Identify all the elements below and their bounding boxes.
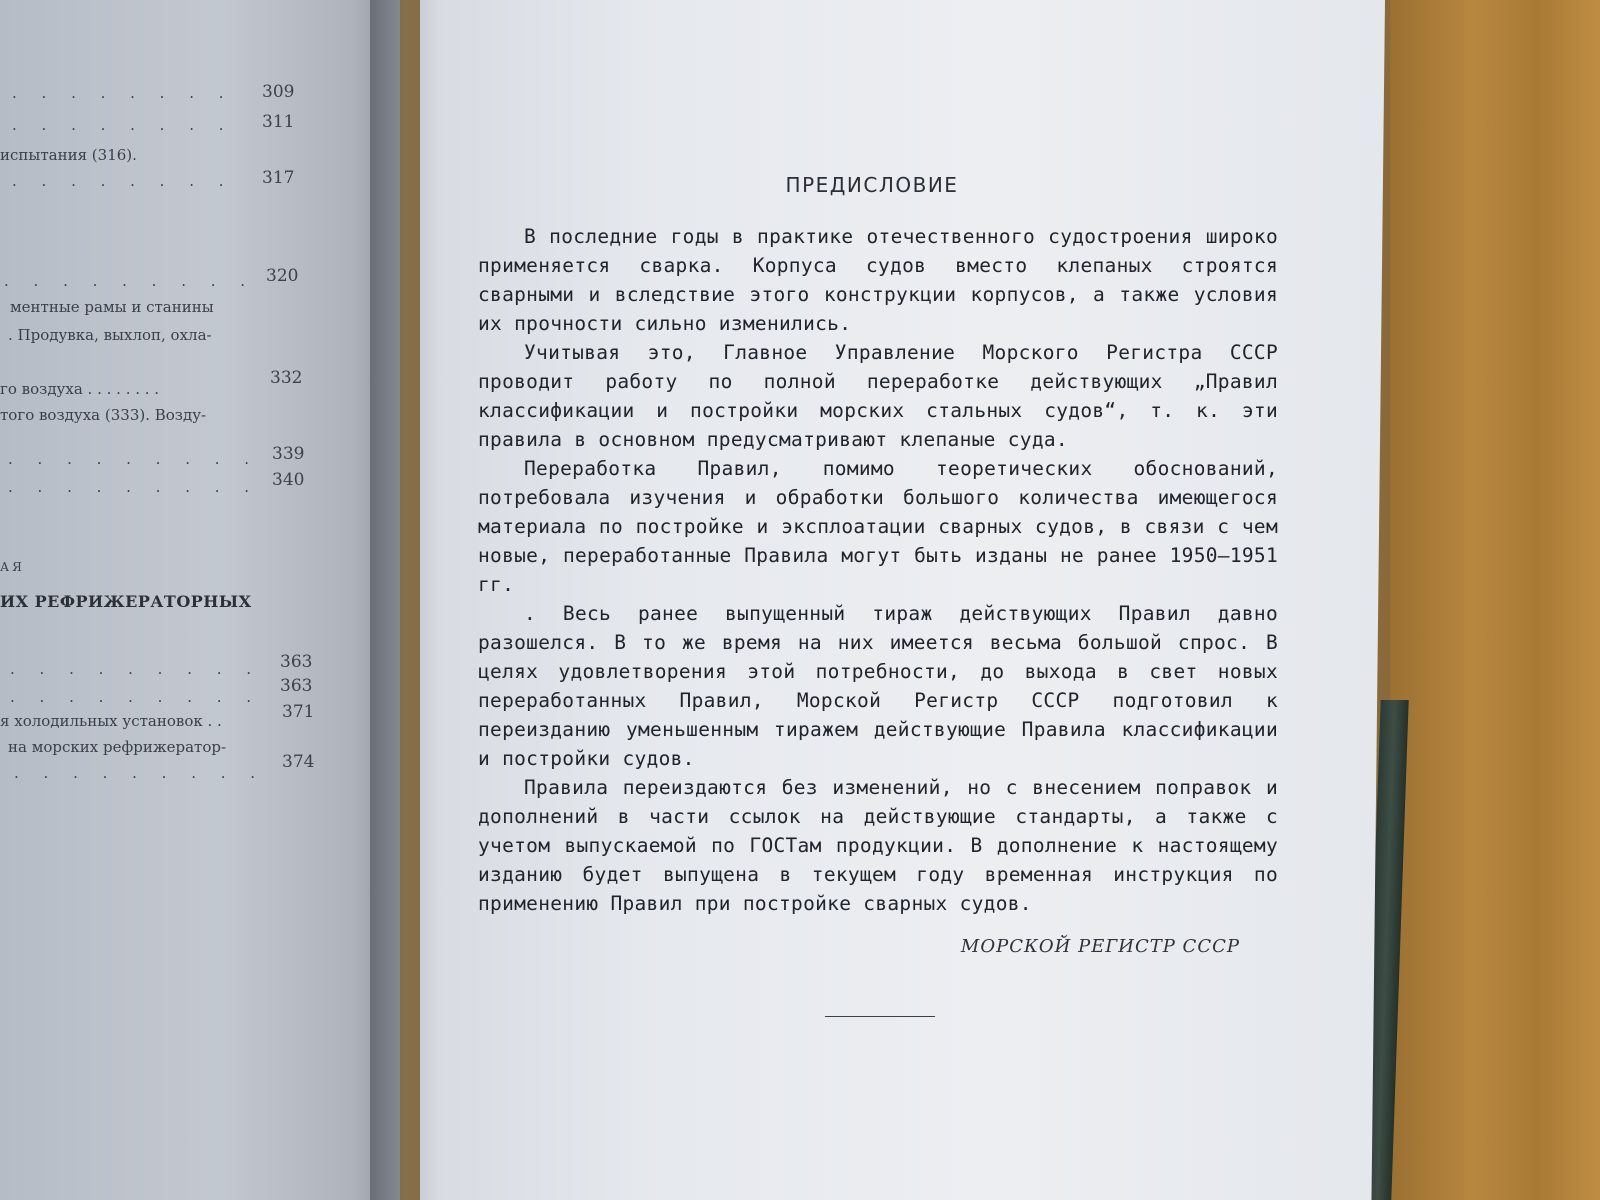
toc-section-fragment: АЯ bbox=[0, 560, 25, 574]
toc-entry: испытания (316). bbox=[0, 146, 137, 164]
toc-page-number: 309 bbox=[262, 82, 295, 102]
toc-page-number: 374 bbox=[282, 752, 315, 772]
paragraph: . Весь ранее выпущенный тираж действующих Правил давно разошелся. В то же время на них имеется весьма большой спрос. В целях удовлетворения этой потребности, до выхода в свет новых переработанных Правил, Морской Регистр СССР подготовил к переизданию уменьшенным тиражем действующие Правила классификации и постройки судов. bbox=[478, 602, 1278, 770]
toc-page-number: 332 bbox=[270, 368, 303, 388]
toc-leader-dots: . . . . . . . . . bbox=[4, 272, 256, 290]
paragraph: Учитывая это, Главное Управление Морского Регистра СССР проводит работу по полной переработке действующих „Правил классификации и постройки морских стальных судов“, т. к. эти правила в основном предусматривают клепаные суда. bbox=[478, 341, 1278, 451]
paragraph: В последние годы в практике отечественного судостроения широко применяется сварка. Корпуса судов вместо клепаных строятся сварными и вследствие этого конструкции корпусов, а также условия их прочности сильно изменились. bbox=[478, 225, 1278, 335]
toc-leader-dots: . . . . . . . . bbox=[12, 116, 234, 134]
paragraph: Переработка Правил, помимо теоретических обоснований, потребовала изучения и обработки большого количества имеющегося материала по постройке и эксплоатации сварных судов, в связи с чем новые, переработанные Правила могут быть изданы не ранее 1950—1951 гг. bbox=[478, 457, 1278, 596]
toc-leader-dots: . . . . . . . . . bbox=[14, 764, 266, 782]
toc-page-number: 363 bbox=[280, 652, 313, 672]
left-page-contents bbox=[0, 0, 400, 1200]
toc-entry: ментные рамы и станины bbox=[10, 298, 214, 316]
toc-entry: я холодильных установок . . bbox=[0, 712, 222, 730]
toc-page-number: 317 bbox=[262, 168, 295, 188]
toc-entry: того воздуха (333). Возду- bbox=[0, 406, 207, 424]
toc-leader-dots: . . . . . . . . bbox=[12, 172, 234, 190]
table-surface bbox=[1390, 0, 1600, 1200]
page-title: ПРЕДИСЛОВИЕ bbox=[785, 173, 959, 197]
toc-page-number: 371 bbox=[282, 702, 315, 722]
toc-section-heading: ИХ РЕФРИЖЕРАТОРНЫХ bbox=[0, 592, 252, 611]
toc-page-number: 340 bbox=[272, 470, 305, 490]
toc-leader-dots: . . . . . . . . . bbox=[8, 478, 260, 496]
book-gutter-shadow bbox=[370, 0, 440, 1200]
paragraph: Правила переиздаются без изменений, но с внесением поправок и дополнений в части ссылок на действующие стандарты, а также с учетом выпускаемой по ГОСТам продукции. В дополнение к настоящему изданию будет выпущена в текущем году временная инструкция по применению Правил при постройке сварных судов. bbox=[478, 776, 1278, 915]
preface-body bbox=[478, 222, 1278, 918]
toc-leader-dots: . . . . . . . . bbox=[12, 84, 234, 102]
toc-page-number: 339 bbox=[272, 444, 305, 464]
toc-page-number: 311 bbox=[262, 112, 295, 132]
toc-entry: на морских рефрижератор- bbox=[8, 738, 227, 756]
toc-entry: го воздуха . . . . . . . . bbox=[0, 380, 160, 398]
toc-leader-dots: . . . . . . . . . bbox=[10, 660, 262, 678]
toc-entry: . Продувка, выхлоп, охла- bbox=[8, 326, 212, 344]
end-rule bbox=[825, 1016, 935, 1017]
toc-leader-dots: . . . . . . . . . bbox=[8, 450, 260, 468]
signature: МОРСКОЙ РЕГИСТР СССР bbox=[960, 936, 1240, 957]
toc-page-number: 363 bbox=[280, 676, 313, 696]
toc-page-number: 320 bbox=[266, 266, 299, 286]
toc-leader-dots: . . . . . . . . . bbox=[10, 688, 262, 706]
